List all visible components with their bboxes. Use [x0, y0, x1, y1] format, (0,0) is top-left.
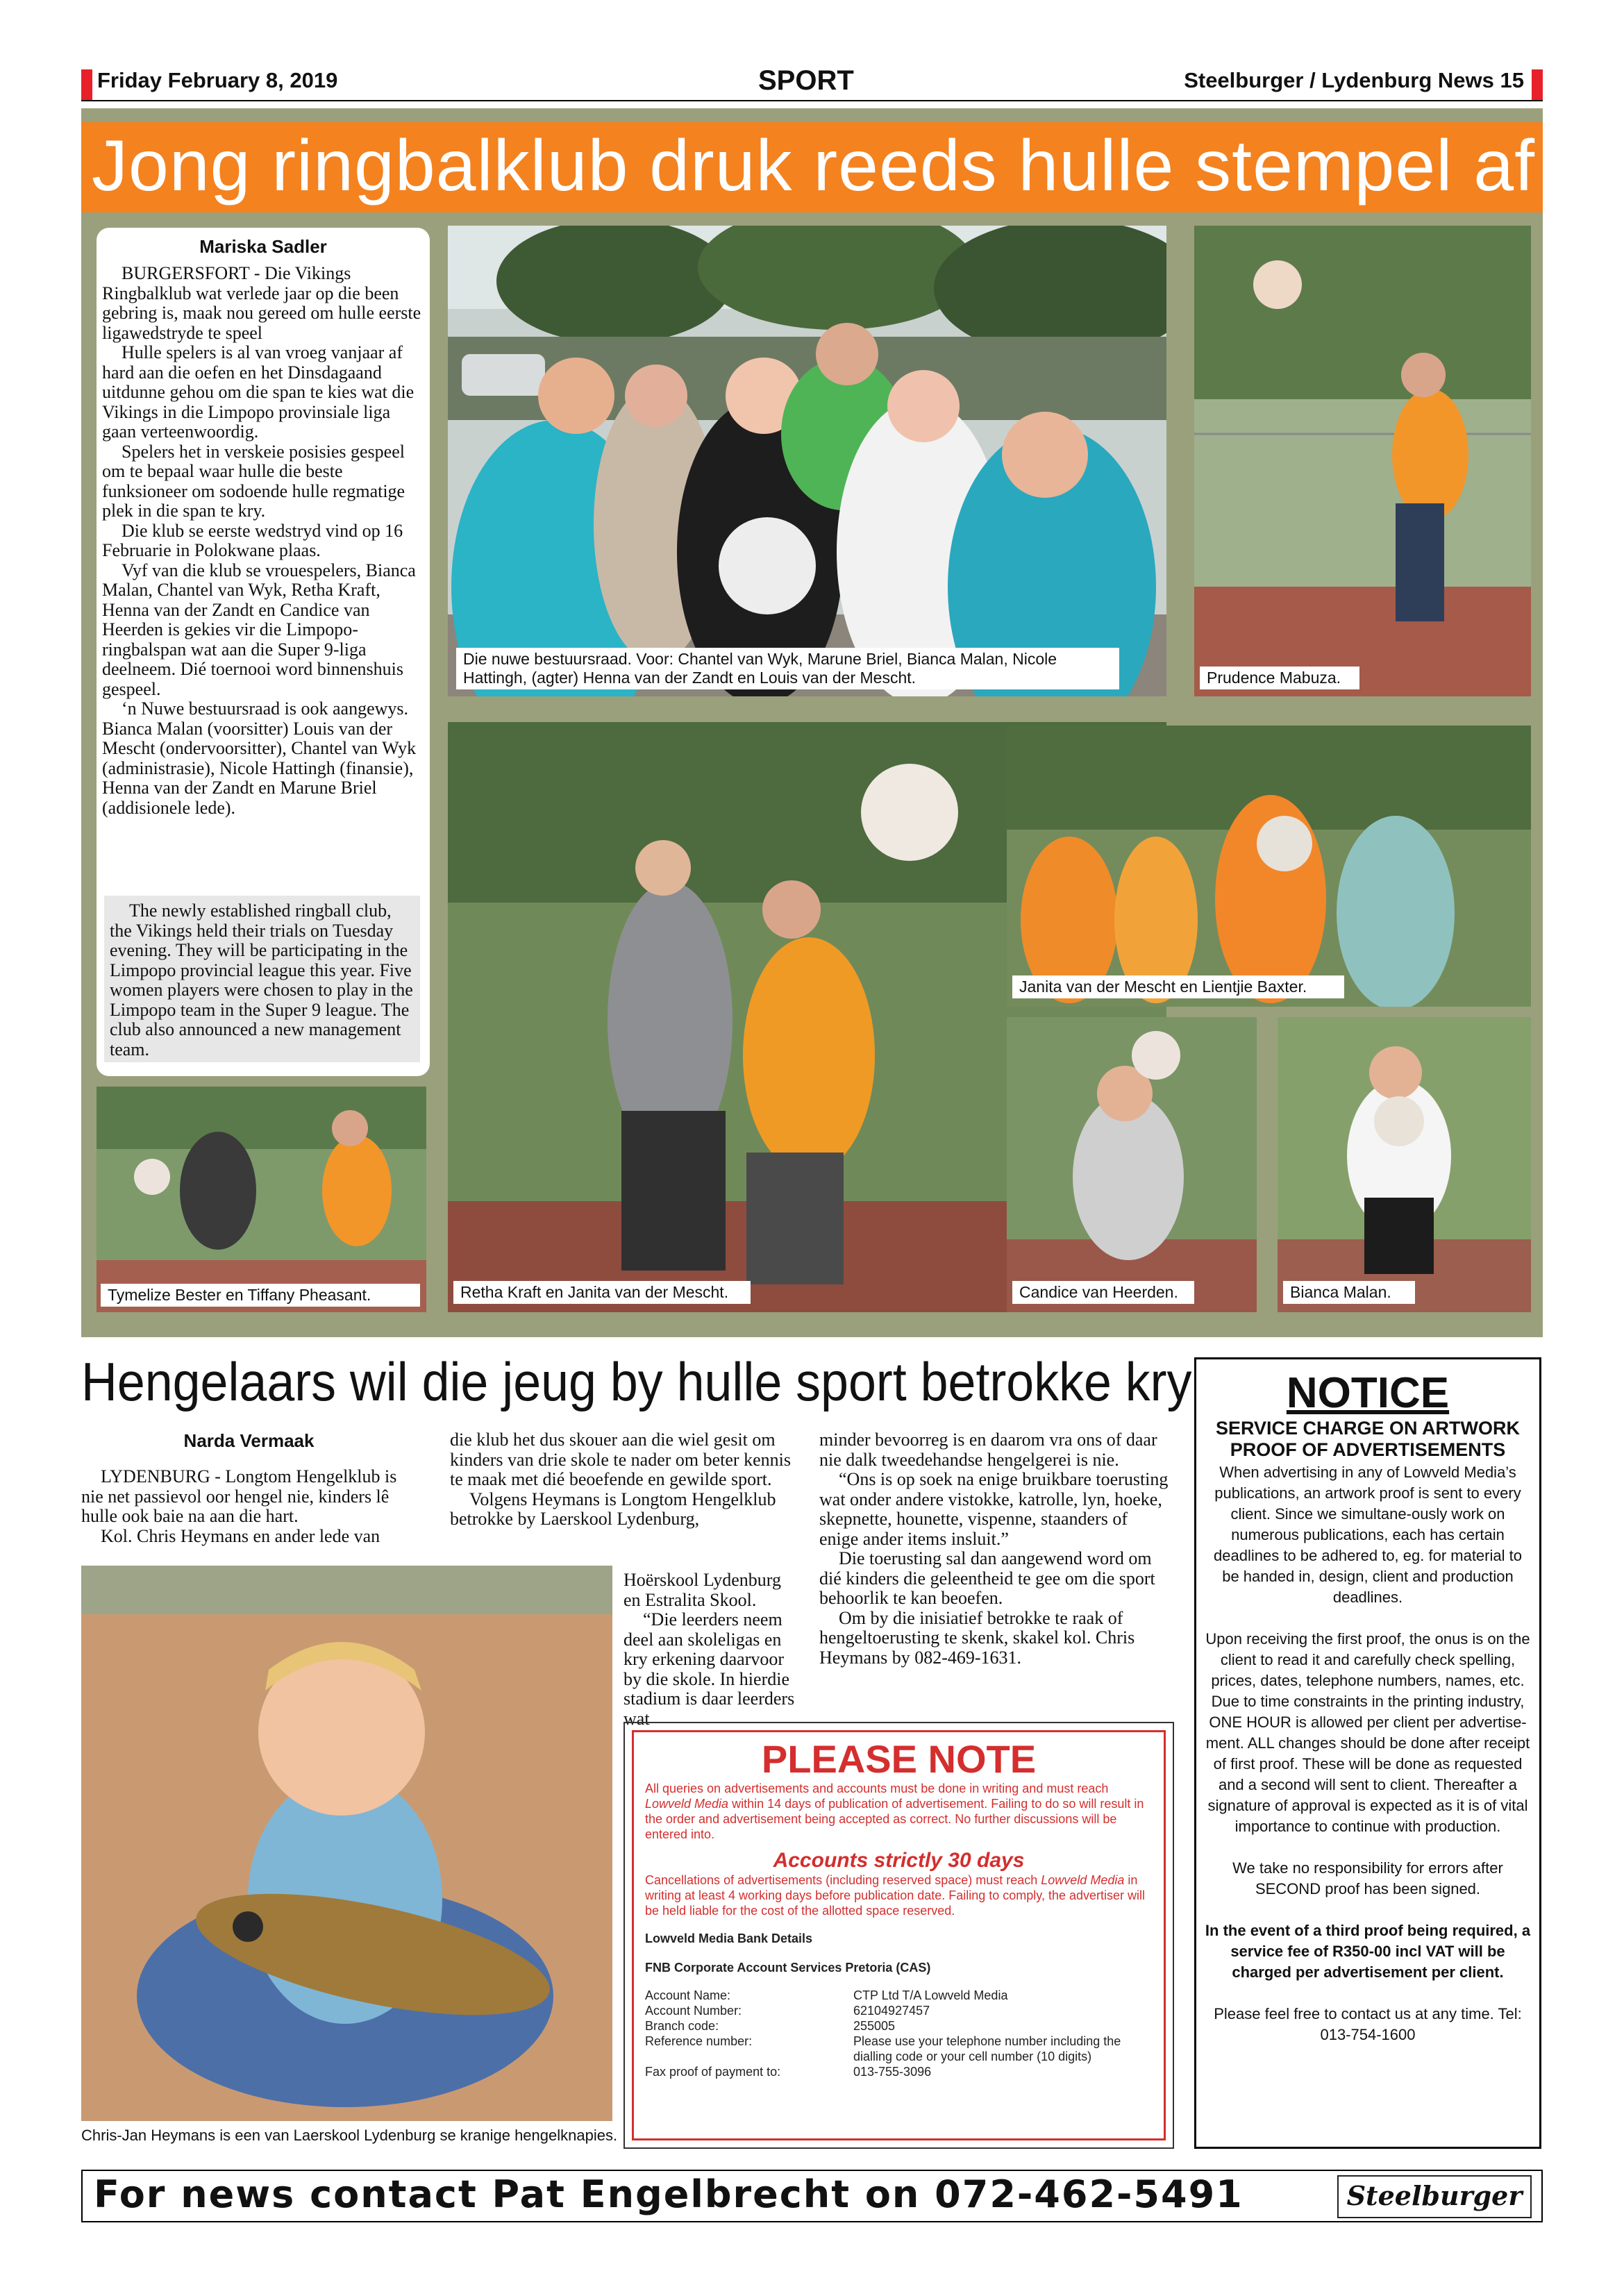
please-note-text-1: All queries on advertisements and accounts must be done in writing and must reach Lowveld Media within 14 days of publication of advertisement. Failing to do so will result in the order and advertisement being accepted as correct. No further discussions will be entered into. [645, 1782, 1144, 1841]
issue-date: Friday February 8, 2019 [97, 68, 338, 92]
accounts-terms: Accounts strictly 30 days [773, 1849, 1025, 1872]
notice-fee-paragraph: In the event of a third proof being required, a service fee of R350-00 incl VAT will be charged per advertisement per client. [1205, 1922, 1531, 1981]
fishing-column-2b [623, 1570, 801, 1729]
tymelize-tiffany-photo [97, 1087, 426, 1312]
fishing-column-1 [81, 1430, 417, 1546]
prudence-photo [1194, 226, 1531, 696]
article-paragraph: Volgens Heymans is Longtom Hengelklub betrokke by Laerskool Lydenburg, [450, 1489, 776, 1529]
header-rule [81, 100, 1543, 101]
article-paragraph: “Ons is op soek na enige bruikbare toerusting wat onder andere vistokke, katrolle, lyn, hoeke, skepnette, hounette, vispenne, staanders of enige ander items insluit.” [819, 1469, 1169, 1549]
article-paragraph: ‘n Nuwe bestuursraad is ook aangewys. Bianca Malan (voorsitter) Louis van der Mescht (ondervoorsitter), Chantel van Wyk (administrasie), Nicole Hattingh (finansie), Henna van der Zandt en Marune Briel (addisionele lede). [102, 698, 417, 818]
article-paragraph: Spelers het in verskeie posisies gespeel om te bepaal waar hulle die beste funksioneer om sodoende hulle regmatige plek in die span te kry. [102, 441, 405, 521]
notice-subtitle: SERVICE CHARGE ON ARTWORK PROOF OF ADVERTISEMENTS [1215, 1418, 1521, 1460]
table-row: Fax proof of payment to: 013-755-3096 [645, 2065, 932, 2079]
notice-title: NOTICE [1286, 1369, 1450, 1417]
fishing-headline: Hengelaars wil die jeug by hulle sport betrokke kry [81, 1351, 1192, 1412]
article-paragraph: Om by die inisiatief betrokke te raak of hengeltoerusting te skenk, skakel kol. Chris Heymans by 082-469-1631. [819, 1607, 1135, 1668]
notice-contact: Please feel free to contact us at any time. Tel: 013-754-1600 [1214, 2005, 1522, 2043]
article-paragraph: Kol. Chris Heymans en ander lede van [101, 1525, 380, 1546]
notice-paragraph: When advertising in any of Lowveld Media’s publications, an artwork proof is sent to every client. Since we simultane-ously work on numerous publications, each has certain deadlines to be adhered to, eg. for material to be handed in, design, client and production deadlines. [1214, 1464, 1522, 1606]
table-row: Reference number: Please use your telephone number including the dialling code or your cell number (10 digits) [645, 2034, 1121, 2063]
article-paragraph: LYDENBURG - Longtom Hengelklub is nie net passievol oor hengel nie, kinders lê hulle ook baie na aan die hart. [81, 1466, 397, 1526]
article-paragraph: die klub het dus skouer aan die wiel gesit om kinders van drie skole te nader om beter kennis te maak met dié beoefende en gewilde sport. [450, 1430, 791, 1489]
page-label: Steelburger / Lydenburg News 15 [1184, 68, 1524, 92]
please-note-title: PLEASE NOTE [761, 1737, 1037, 1781]
janita-lientjie-photo [1007, 726, 1531, 1007]
article-paragraph: minder bevoorreg is en daarom vra ons of daar nie dalk tweedehandse hengelgerei is nie. [819, 1430, 1157, 1470]
footer-banner [81, 2170, 1543, 2222]
netball-byline: Mariska Sadler [199, 236, 327, 257]
bank-name: FNB Corporate Account Services Pretoria (CAS) [645, 1961, 931, 1975]
news-contact: For news contact Pat Engelbrecht on 072-462-5491 [94, 2172, 1244, 2216]
prudence-caption: Prudence Mabuza. [1200, 667, 1359, 689]
table-row: Account Name: CTP Ltd T/A Lowveld Media [645, 1988, 1008, 2002]
fishing-column-3 [819, 1430, 1170, 1668]
bank-details-table [645, 1988, 1153, 2079]
janita-lientjie-caption: Janita van der Mescht en Lientjie Baxter. [1012, 975, 1344, 998]
candice-photo [1007, 1017, 1257, 1312]
article-paragraph: “Die leerders neem deel aan skoleligas en kry erkening daarvoor by die skole. In hierdie stadium is daar leerders wat [623, 1609, 795, 1729]
group-photo [448, 226, 1166, 696]
steelburger-logo: Steelburger [1337, 2175, 1532, 2218]
boy-with-fish-photo [81, 1566, 612, 2121]
service-charge-notice [1194, 1357, 1541, 2149]
please-note-text-2: Cancellations of advertisements (including reserved space) must reach Lowveld Media in writing at least 4 working days before publication date. Failing to comply, the advertiser will be held liable for the cost of the allotted space reserved. [645, 1873, 1146, 1918]
article-paragraph: Die klub se eerste wedstryd vind op 16 Februarie in Polokwane plaas. [102, 520, 403, 560]
fishing-byline: Narda Vermaak [183, 1430, 315, 1451]
article-paragraph: Hoërskool Lydenburg en Estralita Skool. [623, 1570, 781, 1610]
netball-body [102, 264, 423, 818]
article-paragraph: Die toerusting sal dan aangewend word om dié kinders die geleentheid te gee om die sport behoorlik te kan beoefen. [819, 1548, 1155, 1608]
table-row: Account Number: 62104927457 [645, 2004, 930, 2018]
section-title: SPORT [758, 65, 854, 96]
header-accent-right [1532, 69, 1543, 100]
bank-details-title: Lowveld Media Bank Details [645, 1932, 813, 1945]
bianca-caption: Bianca Malan. [1283, 1281, 1415, 1304]
group-photo-caption: Die nuwe bestuursraad. Voor: Chantel van Wyk, Marune Briel, Bianca Malan, Nicole Hattingh, (agter) Henna van der Zandt en Louis van der Mescht. [456, 648, 1119, 689]
boy-photo-caption: Chris-Jan Heymans is een van Laerskool Lydenburg se kranige hengelknapies. [81, 2127, 618, 2144]
table-row: Branch code: 255005 [645, 2019, 896, 2033]
please-note-box [623, 1722, 1174, 2149]
english-summary: The newly established ringball club, the Vikings held their trials on Tuesday evening. They will be participating in the Limpopo provincial league this year. Five women players were chosen to play in the Limpopo team in the Super 9 league. The club also announced a new management team. [104, 896, 420, 1062]
bianca-photo [1278, 1017, 1531, 1312]
article-paragraph: Hulle spelers is al van vroeg vanjaar af hard aan die oefen en het Dinsdagaand uitdunne gehou om die span te kies wat die Vikings in die Limpopo provinsiale liga gaan verteenwoordig. [102, 342, 415, 442]
article-paragraph: BURGERSFORT - Die Vikings Ringbalklub wat verlede jaar op die been gebring is, maak nou gereed om hulle eerste ligawedstryde te speel [102, 263, 421, 343]
tymelize-tiffany-caption: Tymelize Bester en Tiffany Pheasant. [101, 1284, 420, 1307]
notice-paragraph: We take no responsibility for errors after SECOND proof has been signed. [1232, 1859, 1503, 1897]
article-paragraph: Vyf van die klub se vrouespelers, Bianca Malan, Chantel van Wyk, Retha Kraft, Henna van der Zandt en Candice van Heerden is gekies vir die Limpopo-ringbalspan wat aan die Super 9-liga deelneem. Dié toernooi word binnenshuis gespeel. [102, 560, 416, 699]
notice-paragraph: Upon receiving the first proof, the onus is on the client to read it and carefully check spelling, prices, dates, telephone numbers, names, etc. Due to time constraints in the printing industry, ONE HOUR is allowed per client per advertise-ment. ALL changes should be done after receipt of first proof. These will be done as requested and a second will sent to client. Thereafter a signature of approval is expected as it is of vital importance to continue with production. [1205, 1630, 1530, 1835]
fishing-column-2 [450, 1430, 801, 1530]
header-accent-left [81, 69, 92, 100]
candice-caption: Candice van Heerden. [1012, 1281, 1194, 1304]
retha-janita-caption: Retha Kraft en Janita van der Mescht. [453, 1281, 751, 1304]
netball-headline: Jong ringbalklub druk reeds hulle stempel af [92, 126, 1535, 206]
